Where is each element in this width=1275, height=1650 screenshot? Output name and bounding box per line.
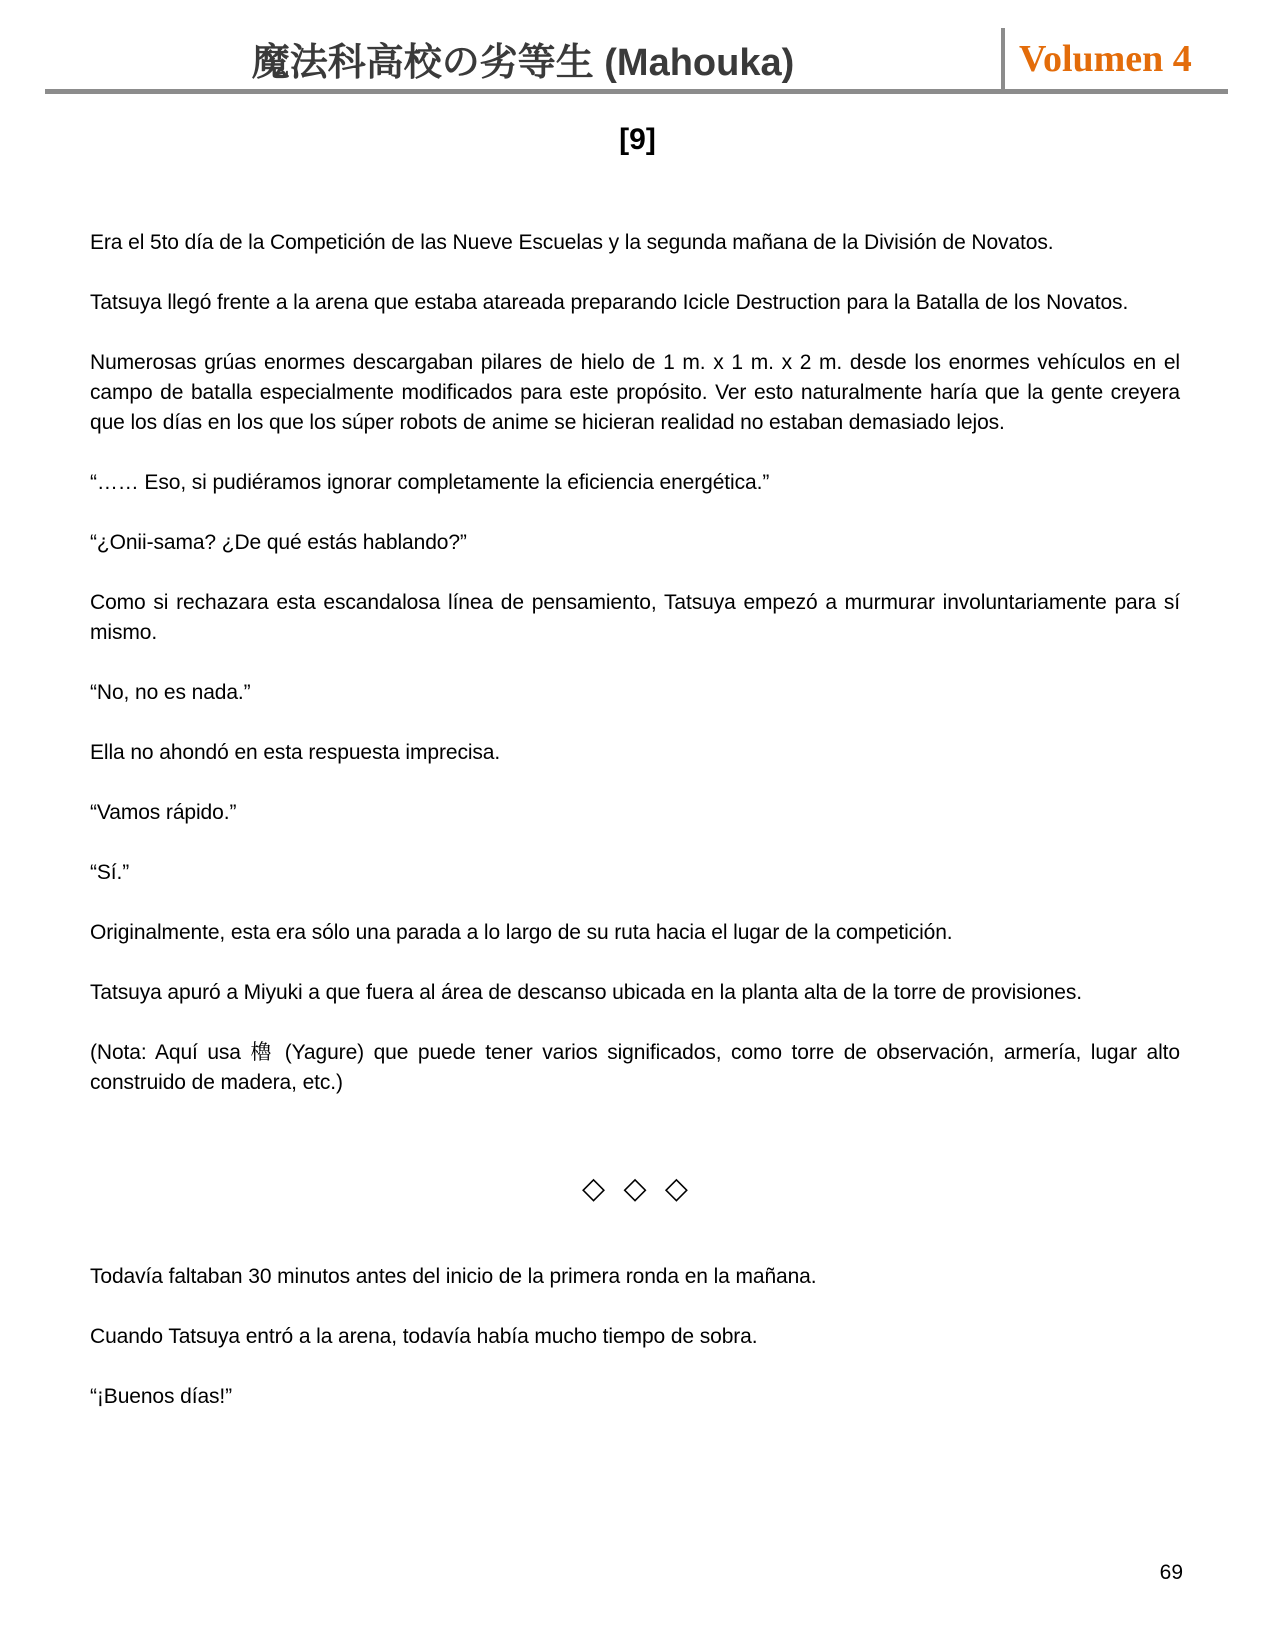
body-paragraph: Tatsuya apuró a Miyuki a que fuera al área de descanso ubicada en la planta alta de la torre de provisiones. <box>90 981 1083 1004</box>
body-paragraph: Tatsuya llegó frente a la arena que estaba atareada preparando Icicle Destruction para la Batalla de los Novatos. <box>90 291 1129 314</box>
body-paragraph: Ella no ahondó en esta respuesta imprecisa. <box>90 741 501 764</box>
page-header <box>45 28 1228 94</box>
dialogue-paragraph: “¡Buenos días!” <box>90 1385 233 1408</box>
page-body <box>90 228 1180 1442</box>
body-paragraph: Cuando Tatsuya entró a la arena, todavía había mucho tiempo de sobra. <box>90 1325 758 1348</box>
dialogue-paragraph: “¿Onii-sama? ¿De qué estás hablando?” <box>90 531 467 554</box>
body-paragraph: Todavía faltaban 30 minutos antes del inicio de la primera ronda en la mañana. <box>90 1265 817 1288</box>
dialogue-paragraph: “Vamos rápido.” <box>90 801 237 824</box>
section-number-heading: [9] <box>619 123 656 156</box>
body-paragraph: Originalmente, esta era sólo una parada a lo largo de su ruta hacia el lugar de la competición. <box>90 921 953 944</box>
body-paragraph: Numerosas grúas enormes descargaban pilares de hielo de 1 m. x 1 m. x 2 m. desde los enormes vehículos en el campo de batalla especialmente modificados para este propósito. Ver esto naturalmente haría que la gente creyera que los días en los que los súper robots de anime se hicieran realidad no estaban demasiado lejos. <box>90 351 1180 434</box>
volume-label: Volumen 4 <box>1019 37 1192 80</box>
page-number: 69 <box>1159 1561 1183 1584</box>
dialogue-paragraph: “Sí.” <box>90 861 130 884</box>
translator-note-paragraph: (Nota: Aquí usa 櫓 (Yagure) que puede tener varios significados, como torre de observación, armería, lugar alto construido de madera, etc.) <box>90 1041 1180 1094</box>
document-title: 魔法科高校の劣等生 (Mahouka) <box>251 42 795 84</box>
header-volume-cell <box>1005 37 1228 81</box>
dialogue-paragraph: “…… Eso, si pudiéramos ignorar completamente la eficiencia energética.” <box>90 471 770 494</box>
scene-divider-diamonds: ◇ ◇ ◇ <box>582 1172 688 1205</box>
body-paragraph: Era el 5to día de la Competición de las Nueve Escuelas y la segunda mañana de la División de Novatos. <box>90 231 1054 254</box>
dialogue-paragraph: “No, no es nada.” <box>90 681 251 704</box>
header-title-cell <box>45 31 1001 86</box>
body-paragraph: Como si rechazara esta escandalosa línea de pensamiento, Tatsuya empezó a murmurar involuntariamente para sí mismo. <box>90 591 1180 644</box>
